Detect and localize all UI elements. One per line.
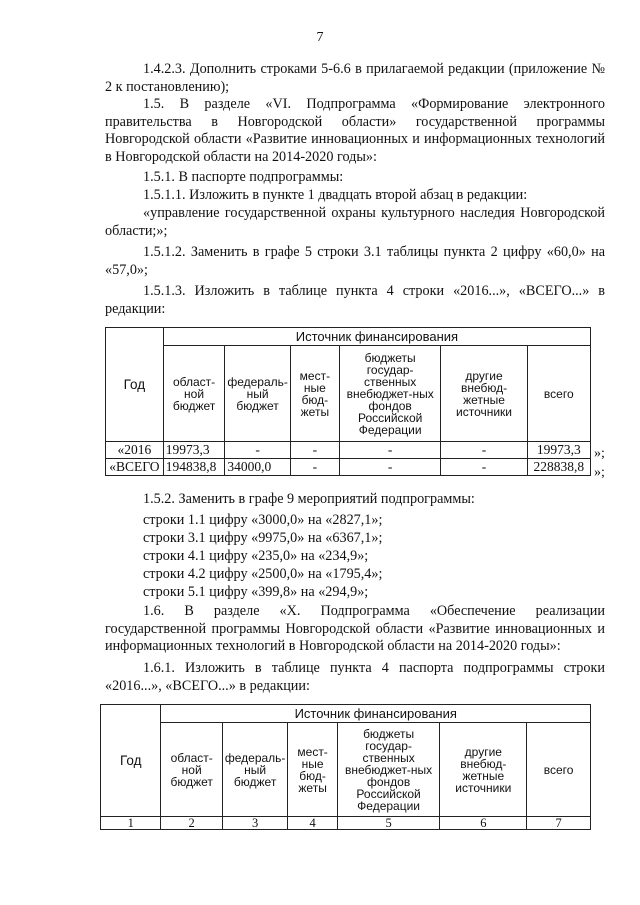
paragraph-1-6-1: 1.6.1. Изложить в таблице пункта 4 паспорта подпрограммы строки «2016...», «ВСЕГО...» в редакции: (105, 660, 605, 694)
column-number: 4 (288, 817, 337, 830)
cell-value: - (290, 459, 339, 476)
financing-source-header: Источник финансирования (161, 705, 591, 723)
cell-value: 34000,0 (225, 459, 291, 476)
financing-table-1 (105, 327, 591, 476)
column-header-total: всего (527, 346, 590, 442)
paragraph-1-5-2: 1.5.2. Заменить в графе 9 мероприятий подпрограммы: (143, 491, 475, 507)
row-closing-quote: »; (594, 446, 605, 461)
column-header-total: всего (527, 723, 591, 817)
column-header-other-sources: другие внебюд-жетные источники (440, 723, 527, 817)
table-row (106, 442, 591, 459)
cell-value: - (339, 442, 441, 459)
paragraph-1-6: 1.6. В разделе «X. Подпрограмма «Обеспечение реализации государственной программы Новгородской области «Развитие инновационных и информационных технологий в Новгородской области на 2014-2020 годы»: (105, 603, 605, 654)
cell-value: 228838,8 (527, 459, 590, 476)
column-header-federal: федераль-ный бюджет (222, 723, 288, 817)
column-number: 6 (440, 817, 527, 830)
column-numbers-row (101, 817, 591, 830)
paragraph-1-4-2-3: 1.4.2.3. Дополнить строками 5-6.6 в прилагаемой редакции (приложение № 2 к постановлению); (105, 61, 605, 95)
column-header-other-sources: другие внебюд-жетные источники (441, 346, 527, 442)
paragraph-1-5-1-3: 1.5.1.3. Изложить в таблице пункта 4 строки «2016...», «ВСЕГО...» в редакции: (105, 283, 605, 317)
row-closing-quote: »; (594, 465, 605, 480)
column-header-regional: област-ной бюджет (161, 723, 222, 817)
cell-value: 19973,3 (163, 442, 225, 459)
list-item: строки 4.2 цифру «2500,0» на «1795,4»; (143, 566, 383, 582)
paragraph-1-5-1-1: 1.5.1.1. Изложить в пункте 1 двадцать второй абзац в редакции: (143, 187, 528, 203)
column-header-extrabudget-funds: бюджеты государ-ственных внебюджет-ных фондов Российской Федерации (337, 723, 440, 817)
row-year: «ВСЕГО (106, 459, 164, 476)
cell-value: - (339, 459, 441, 476)
column-number: 5 (337, 817, 440, 830)
financing-source-header: Источник финансирования (163, 328, 590, 346)
column-header-extrabudget-funds: бюджеты государ-ственных внебюджет-ных фондов Российской Федерации (339, 346, 441, 442)
column-header-regional: област-ной бюджет (163, 346, 225, 442)
cell-value: - (441, 442, 527, 459)
column-header-local: мест-ные бюд-жеты (290, 346, 339, 442)
column-header-local: мест-ные бюд-жеты (288, 723, 337, 817)
cell-value: - (225, 442, 291, 459)
cell-value: 19973,3 (527, 442, 590, 459)
cell-value: - (290, 442, 339, 459)
list-item: строки 5.1 цифру «399,8» на «294,9»; (143, 584, 369, 600)
list-item: строки 1.1 цифру «3000,0» на «2827,1»; (143, 512, 383, 528)
paragraph-1-5-1-2: 1.5.1.2. Заменить в графе 5 строки 3.1 таблицы пункта 2 цифру «60,0» на «57,0»; (105, 244, 605, 278)
paragraph-1-5-1: 1.5.1. В паспорте подпрограммы: (143, 169, 344, 185)
column-number: 1 (101, 817, 161, 830)
cell-value: 194838,8 (163, 459, 225, 476)
paragraph-quote-management: «управление государственной охраны культурного наследия Новгородской области;»; (105, 205, 605, 239)
financing-table-2 (100, 704, 591, 830)
table-row (106, 459, 591, 476)
paragraph-1-5: 1.5. В разделе «VI. Подпрограмма «Формирование электронного правительства в Новгородской области» государственной программы Новгородской области «Развитие инновационных и информационных технологий в Новгородской области на 2014-2020 годы»: (105, 96, 605, 165)
column-number: 2 (161, 817, 222, 830)
list-item: строки 3.1 цифру «9975,0» на «6367,1»; (143, 530, 383, 546)
column-header-federal: федераль-ный бюджет (225, 346, 291, 442)
column-number: 3 (222, 817, 288, 830)
year-header: Год (106, 328, 164, 442)
page-number: 7 (316, 30, 324, 45)
year-header: Год (101, 705, 161, 817)
row-year: «2016 (106, 442, 164, 459)
list-item: строки 4.1 цифру «235,0» на «234,9»; (143, 548, 369, 564)
column-number: 7 (527, 817, 591, 830)
cell-value: - (441, 459, 527, 476)
